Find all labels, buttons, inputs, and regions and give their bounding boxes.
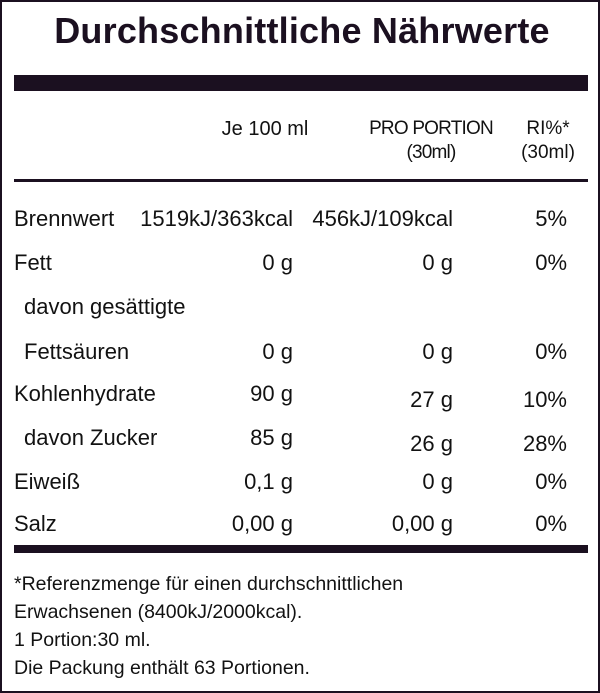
row-carbs-per100: 90 g — [250, 381, 293, 406]
row-saturated-label-line1: davon gesättigte — [24, 294, 186, 319]
row-sugar-ri: 28% — [522, 431, 567, 456]
footnote-line-2: Erwachsenen (8400kJ/2000kcal). — [14, 601, 303, 623]
row-sugar-name: davon Zucker — [24, 425, 158, 450]
row-fat-ri: 0% — [535, 250, 567, 275]
row-energy-ri: 5% — [535, 206, 567, 231]
footnote-line-4: Die Packung enthält 63 Portionen. — [14, 657, 310, 679]
row-energy-portion: 456kJ/109kcal — [312, 206, 453, 231]
row-protein-ri: 0% — [535, 469, 567, 494]
column-header-per-100ml-text: Je 100 ml — [221, 118, 309, 140]
column-header-ri-line1: RI%* — [526, 118, 570, 139]
row-salt-per100: 0,00 g — [231, 511, 293, 536]
row-salt-name: Salz — [14, 511, 57, 536]
row-sugar-portion: 26 g — [410, 431, 453, 456]
row-protein-per100: 0,1 g — [244, 469, 293, 494]
row-fat-name: Fett — [14, 250, 52, 275]
row-protein-portion: 0 g — [422, 469, 453, 494]
label-title: Durchschnittliche Nährwerte — [54, 10, 550, 51]
footnote — [14, 570, 594, 682]
footnote-line-3: 1 Portion:30 ml. — [14, 629, 151, 651]
column-header-per-100ml — [202, 117, 328, 141]
row-salt-portion: 0,00 g — [391, 511, 453, 536]
footnote-line-1: *Referenzmenge für einen durchschnittlichen — [14, 573, 404, 595]
row-sugar-per100: 85 g — [250, 425, 293, 450]
column-header-ri-line2: (30ml) — [521, 142, 575, 163]
row-energy-name: Brennwert — [14, 206, 115, 231]
row-saturated-portion: 0 g — [422, 339, 453, 364]
column-header-per-portion-line1: PRO PORTION — [369, 118, 493, 139]
row-protein-name: Eiweiß — [14, 469, 81, 494]
column-header-per-portion-line2: (30ml) — [406, 142, 456, 163]
row-saturated-ri: 0% — [535, 339, 567, 364]
row-fat-per100: 0 g — [262, 250, 293, 275]
top-divider — [14, 75, 588, 91]
column-header-ri — [508, 117, 588, 165]
row-saturated-per100: 0 g — [262, 339, 293, 364]
row-carbs-name: Kohlenhydrate — [14, 381, 156, 406]
row-energy-per100: 1519kJ/363kcal — [140, 206, 293, 231]
row-salt-ri: 0% — [535, 511, 567, 536]
row-carbs-ri: 10% — [522, 387, 567, 412]
row-carbs-portion: 27 g — [410, 387, 453, 412]
bottom-divider — [14, 545, 588, 553]
header-divider — [14, 179, 588, 182]
row-saturated-name: Fettsäuren — [24, 339, 130, 364]
column-header-per-portion — [358, 117, 504, 165]
row-fat-portion: 0 g — [422, 250, 453, 275]
